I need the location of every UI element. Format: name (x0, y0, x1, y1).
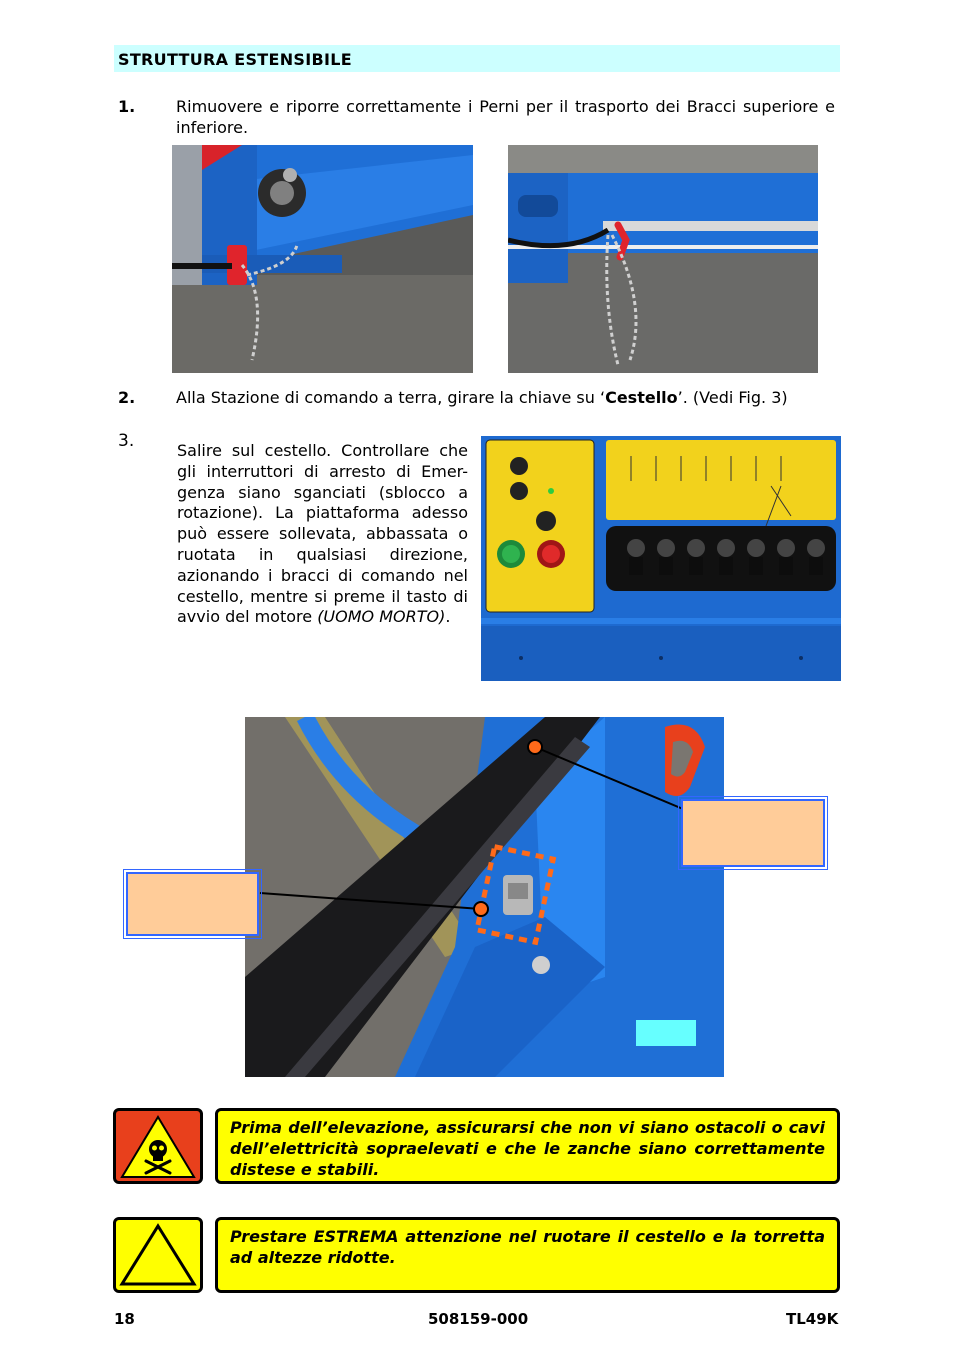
step-2-number: 2. (118, 388, 136, 407)
step-3-number: 3. (118, 431, 135, 451)
photo-transport-pin-left (172, 145, 473, 373)
section-title: STRUTTURA ESTENSIBILE (114, 45, 840, 72)
page-number: 18 (114, 1310, 135, 1328)
skull-crossbones-icon (116, 1111, 200, 1181)
step-1-text: Rimuovere e riporre correttamente i Perni per il trasporto dei Bracci superiore e inferiore. (176, 97, 835, 137)
step-3-text-italic: (UOMO MORTO) (317, 607, 446, 627)
step-3-text-end: . (445, 607, 451, 627)
photo-transport-pin-right (508, 145, 818, 373)
callout-limit-switch (126, 872, 259, 936)
model-name: TL49K (786, 1310, 839, 1328)
step-3-text (177, 441, 468, 628)
step-2-text-before: Alla Stazione di comando a terra, girare la chiave su ‘ (176, 388, 606, 407)
danger-warning-icon (113, 1108, 203, 1184)
step-2-text-after: ’. (Vedi Fig. 3) (677, 388, 788, 407)
photo-control-panel (481, 436, 841, 681)
callout-boom-bracket (681, 799, 825, 867)
warning-message-1: Prima dell’elevazione, assicurarsi che non vi siano ostacoli o cavi dell’elettricità sopraelevati e che le zanche siano correttamente distese e stabili. (215, 1108, 840, 1184)
photo-boom-limit-switch (245, 717, 724, 1077)
step-1-number: 1. (118, 97, 136, 116)
step-3-text-main: Salire sul cestello. Controllare che gli interruttori di arresto di Emer-genza siano sganciati (sblocco a rotazione). La piattaforma adesso può essere sollevata, abbassata o ruotata in qualsiasi direzione, azionando i bracci di comando nel cestello, mentre si preme il tasto di avvio del motore (177, 441, 468, 627)
warning-message-2: Prestare ESTREMA attenzione nel ruotare il cestello e la torretta ad altezze ridotte. (215, 1217, 840, 1293)
step-2-text (176, 387, 856, 408)
caution-triangle-icon (116, 1220, 200, 1290)
caution-warning-icon (113, 1217, 203, 1293)
step-2-text-bold: Cestello (605, 388, 678, 407)
document-code: 508159-000 (428, 1310, 529, 1328)
